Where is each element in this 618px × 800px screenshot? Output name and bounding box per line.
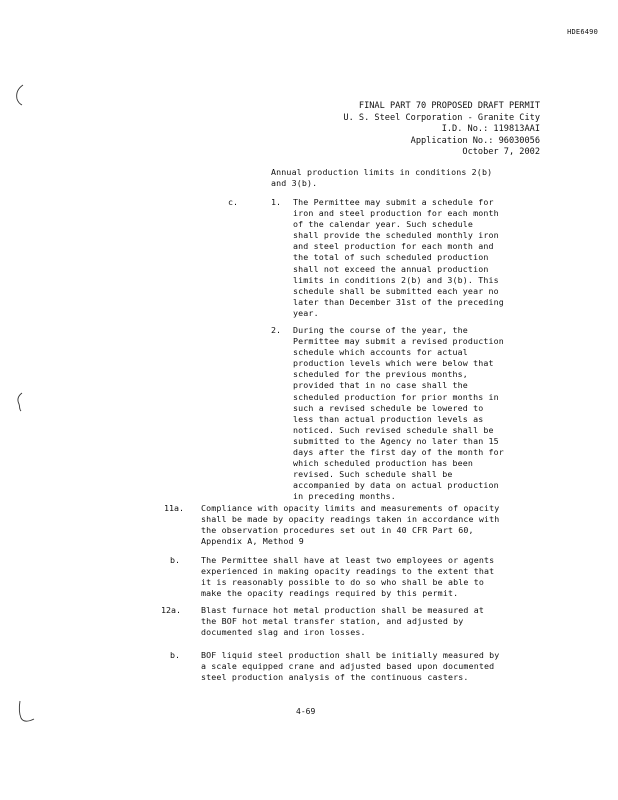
document-header — [250, 101, 540, 159]
document-id: HDE6490 — [567, 28, 598, 36]
item-11a-label: 11a. — [164, 503, 184, 513]
item-12b-label: b. — [170, 650, 180, 660]
item-c-label: c. — [228, 197, 238, 207]
item-c-1-text: The Permittee may submit a schedule for iron and steel production for each month of the calendar year. Such schedule shall provide the scheduled monthly iron and steel production for each month and the total of such scheduled production shall not exceed the annual production limits in conditions 2(b) and 3(b). This schedule shall be submitted each year no later than December 31st of the preceding year. — [293, 197, 504, 318]
item-12b-text: BOF liquid steel production shall be initially measured by a scale equipped crane and adjusted based upon documented steel production analysis of the continuous casters. — [201, 650, 500, 683]
item-12a-text: Blast furnace hot metal production shall be measured at the BOF hot metal transfer station, and adjusted by documented slag and iron losses. — [201, 605, 484, 638]
binding-hole-mark-bottom — [16, 700, 36, 724]
header-date: October 7, 2002 — [462, 147, 540, 157]
item-11b-label: b. — [170, 555, 180, 565]
binding-hole-mark-top — [14, 84, 26, 106]
header-id-number: I.D. No.: 119813AAI — [441, 124, 540, 134]
header-application-number: Application No.: 96030056 — [410, 135, 540, 146]
item-12a-label: 12a. — [161, 605, 181, 615]
page-number: 4-69 — [296, 707, 316, 716]
item-11b-text: The Permittee shall have at least two employees or agents experienced in making opacity readings to the extent that it is reasonably possible to do so who shall be able to make the opacity readings required by this permit. — [201, 555, 495, 599]
item-c-2-label: 2. — [271, 325, 281, 335]
item-11a-text: Compliance with opacity limits and measurements of opacity shall be made by opacity readings taken in accordance with the observation procedures set out in 40 CFR Part 60, Appendix A, Method 9 — [201, 503, 500, 547]
item-c-1-label: 1. — [271, 197, 281, 207]
header-title: FINAL PART 70 PROPOSED DRAFT PERMIT — [358, 101, 540, 111]
header-company: U. S. Steel Corporation - Granite City — [343, 112, 540, 123]
binding-hole-mark-middle — [14, 392, 26, 412]
item-c-2-text: During the course of the year, the Permittee may submit a revised production schedule which accounts for actual production levels which were below that scheduled for the previous months, provided that in no case shall the scheduled production for prior months in such a revised schedule be lowered to less than actual production levels as noticed. Such revised schedule shall be submitted to the Agency no later than 15 days after the first day of the month for which scheduled production has been revised. Such schedule shall be accompanied by data on actual production in preceding months. — [293, 325, 504, 502]
intro-continuation: Annual production limits in conditions 2(b) and 3(b). — [271, 167, 493, 189]
